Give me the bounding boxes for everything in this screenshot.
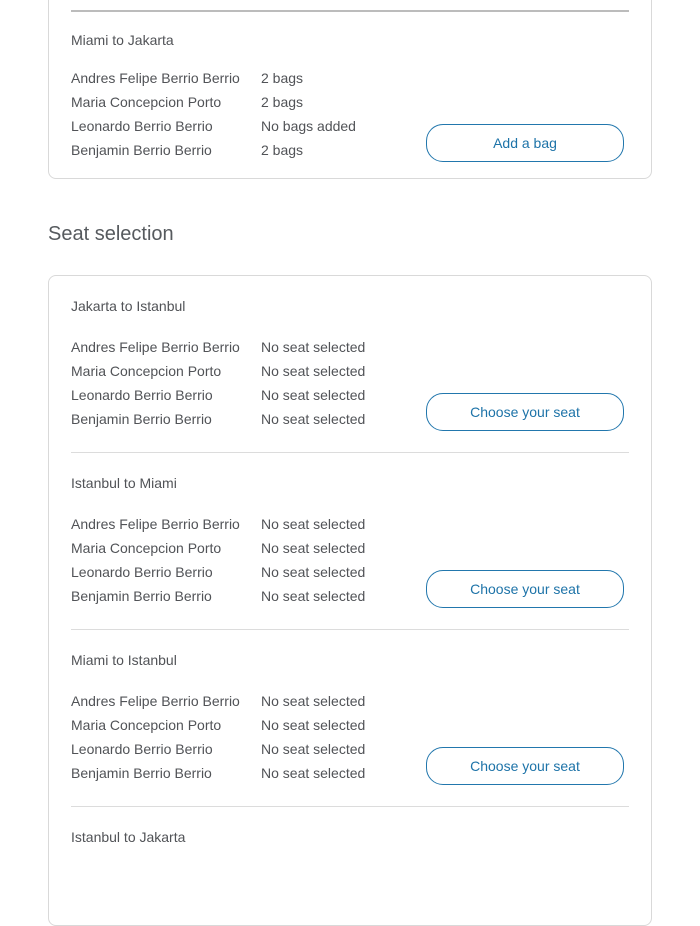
seat-status: No seat selected <box>261 564 366 580</box>
passenger-name: Leonardo Berrio Berrio <box>71 387 213 403</box>
passenger-name: Benjamin Berrio Berrio <box>71 142 212 158</box>
seat-status: No seat selected <box>261 765 366 781</box>
seat-status: No seat selected <box>261 741 366 757</box>
seat-segment-title: Jakarta to Istanbul <box>71 298 186 314</box>
seat-selection-card <box>48 275 652 926</box>
seat-status: No seat selected <box>261 516 366 532</box>
seat-status: No seat selected <box>261 387 366 403</box>
passenger-name: Benjamin Berrio Berrio <box>71 588 212 604</box>
passenger-name: Maria Concepcion Porto <box>71 540 222 556</box>
seat-status: No seat selected <box>261 363 366 379</box>
seat-status: No seat selected <box>261 693 366 709</box>
seat-button-area <box>426 512 624 608</box>
seat-selection-heading: Seat selection <box>48 223 174 245</box>
baggage-card <box>48 0 652 179</box>
seat-status: No seat selected <box>261 588 366 604</box>
baggage-segment-divider <box>71 10 629 12</box>
choose-your-seat-button[interactable]: Choose your seat <box>426 747 624 785</box>
baggage-card-spacer <box>71 0 629 10</box>
seat-rows <box>71 512 629 608</box>
passenger-name: Benjamin Berrio Berrio <box>71 411 212 427</box>
passenger-name: Maria Concepcion Porto <box>71 363 222 379</box>
seat-segment-title: Istanbul to Jakarta <box>71 829 186 845</box>
seat-status: No seat selected <box>261 540 366 556</box>
seat-rows <box>71 335 629 431</box>
passenger-name: Andres Felipe Berrio Berrio <box>71 516 240 532</box>
seat-segment-title: Istanbul to Miami <box>71 475 177 491</box>
seat-status: No seat selected <box>261 411 366 427</box>
seat-passenger-grid <box>71 689 365 785</box>
seat-rows <box>71 689 629 785</box>
passenger-name: Andres Felipe Berrio Berrio <box>71 339 240 355</box>
seat-segment-title: Miami to Istanbul <box>71 652 177 668</box>
seat-status: No seat selected <box>261 339 366 355</box>
seat-button-area <box>426 335 624 431</box>
baggage-passenger-grid <box>71 66 356 162</box>
baggage-rows <box>71 66 629 162</box>
baggage-status: 2 bags <box>261 94 304 110</box>
seat-status: No seat selected <box>261 717 366 733</box>
passenger-name: Leonardo Berrio Berrio <box>71 564 213 580</box>
choose-your-seat-button[interactable]: Choose your seat <box>426 393 624 431</box>
passenger-name: Andres Felipe Berrio Berrio <box>71 693 240 709</box>
add-a-bag-button[interactable]: Add a bag <box>426 124 624 162</box>
seat-section-istanbul-jakarta <box>71 807 629 845</box>
passenger-name: Andres Felipe Berrio Berrio <box>71 70 240 86</box>
seat-passenger-grid <box>71 512 365 608</box>
baggage-status: 2 bags <box>261 70 304 86</box>
baggage-segment-title: Miami to Jakarta <box>71 32 174 48</box>
choose-your-seat-button[interactable]: Choose your seat <box>426 570 624 608</box>
baggage-button-area <box>426 66 624 162</box>
passenger-name: Leonardo Berrio Berrio <box>71 741 213 757</box>
passenger-name: Maria Concepcion Porto <box>71 717 222 733</box>
seat-section-jakarta-istanbul <box>71 276 629 453</box>
baggage-status: No bags added <box>261 118 356 134</box>
passenger-name: Maria Concepcion Porto <box>71 94 222 110</box>
passenger-name: Leonardo Berrio Berrio <box>71 118 213 134</box>
passenger-name: Benjamin Berrio Berrio <box>71 765 212 781</box>
seat-button-area <box>426 689 624 785</box>
seat-passenger-grid <box>71 335 365 431</box>
seat-section-istanbul-miami <box>71 453 629 630</box>
seat-section-miami-istanbul <box>71 630 629 807</box>
baggage-status: 2 bags <box>261 142 304 158</box>
